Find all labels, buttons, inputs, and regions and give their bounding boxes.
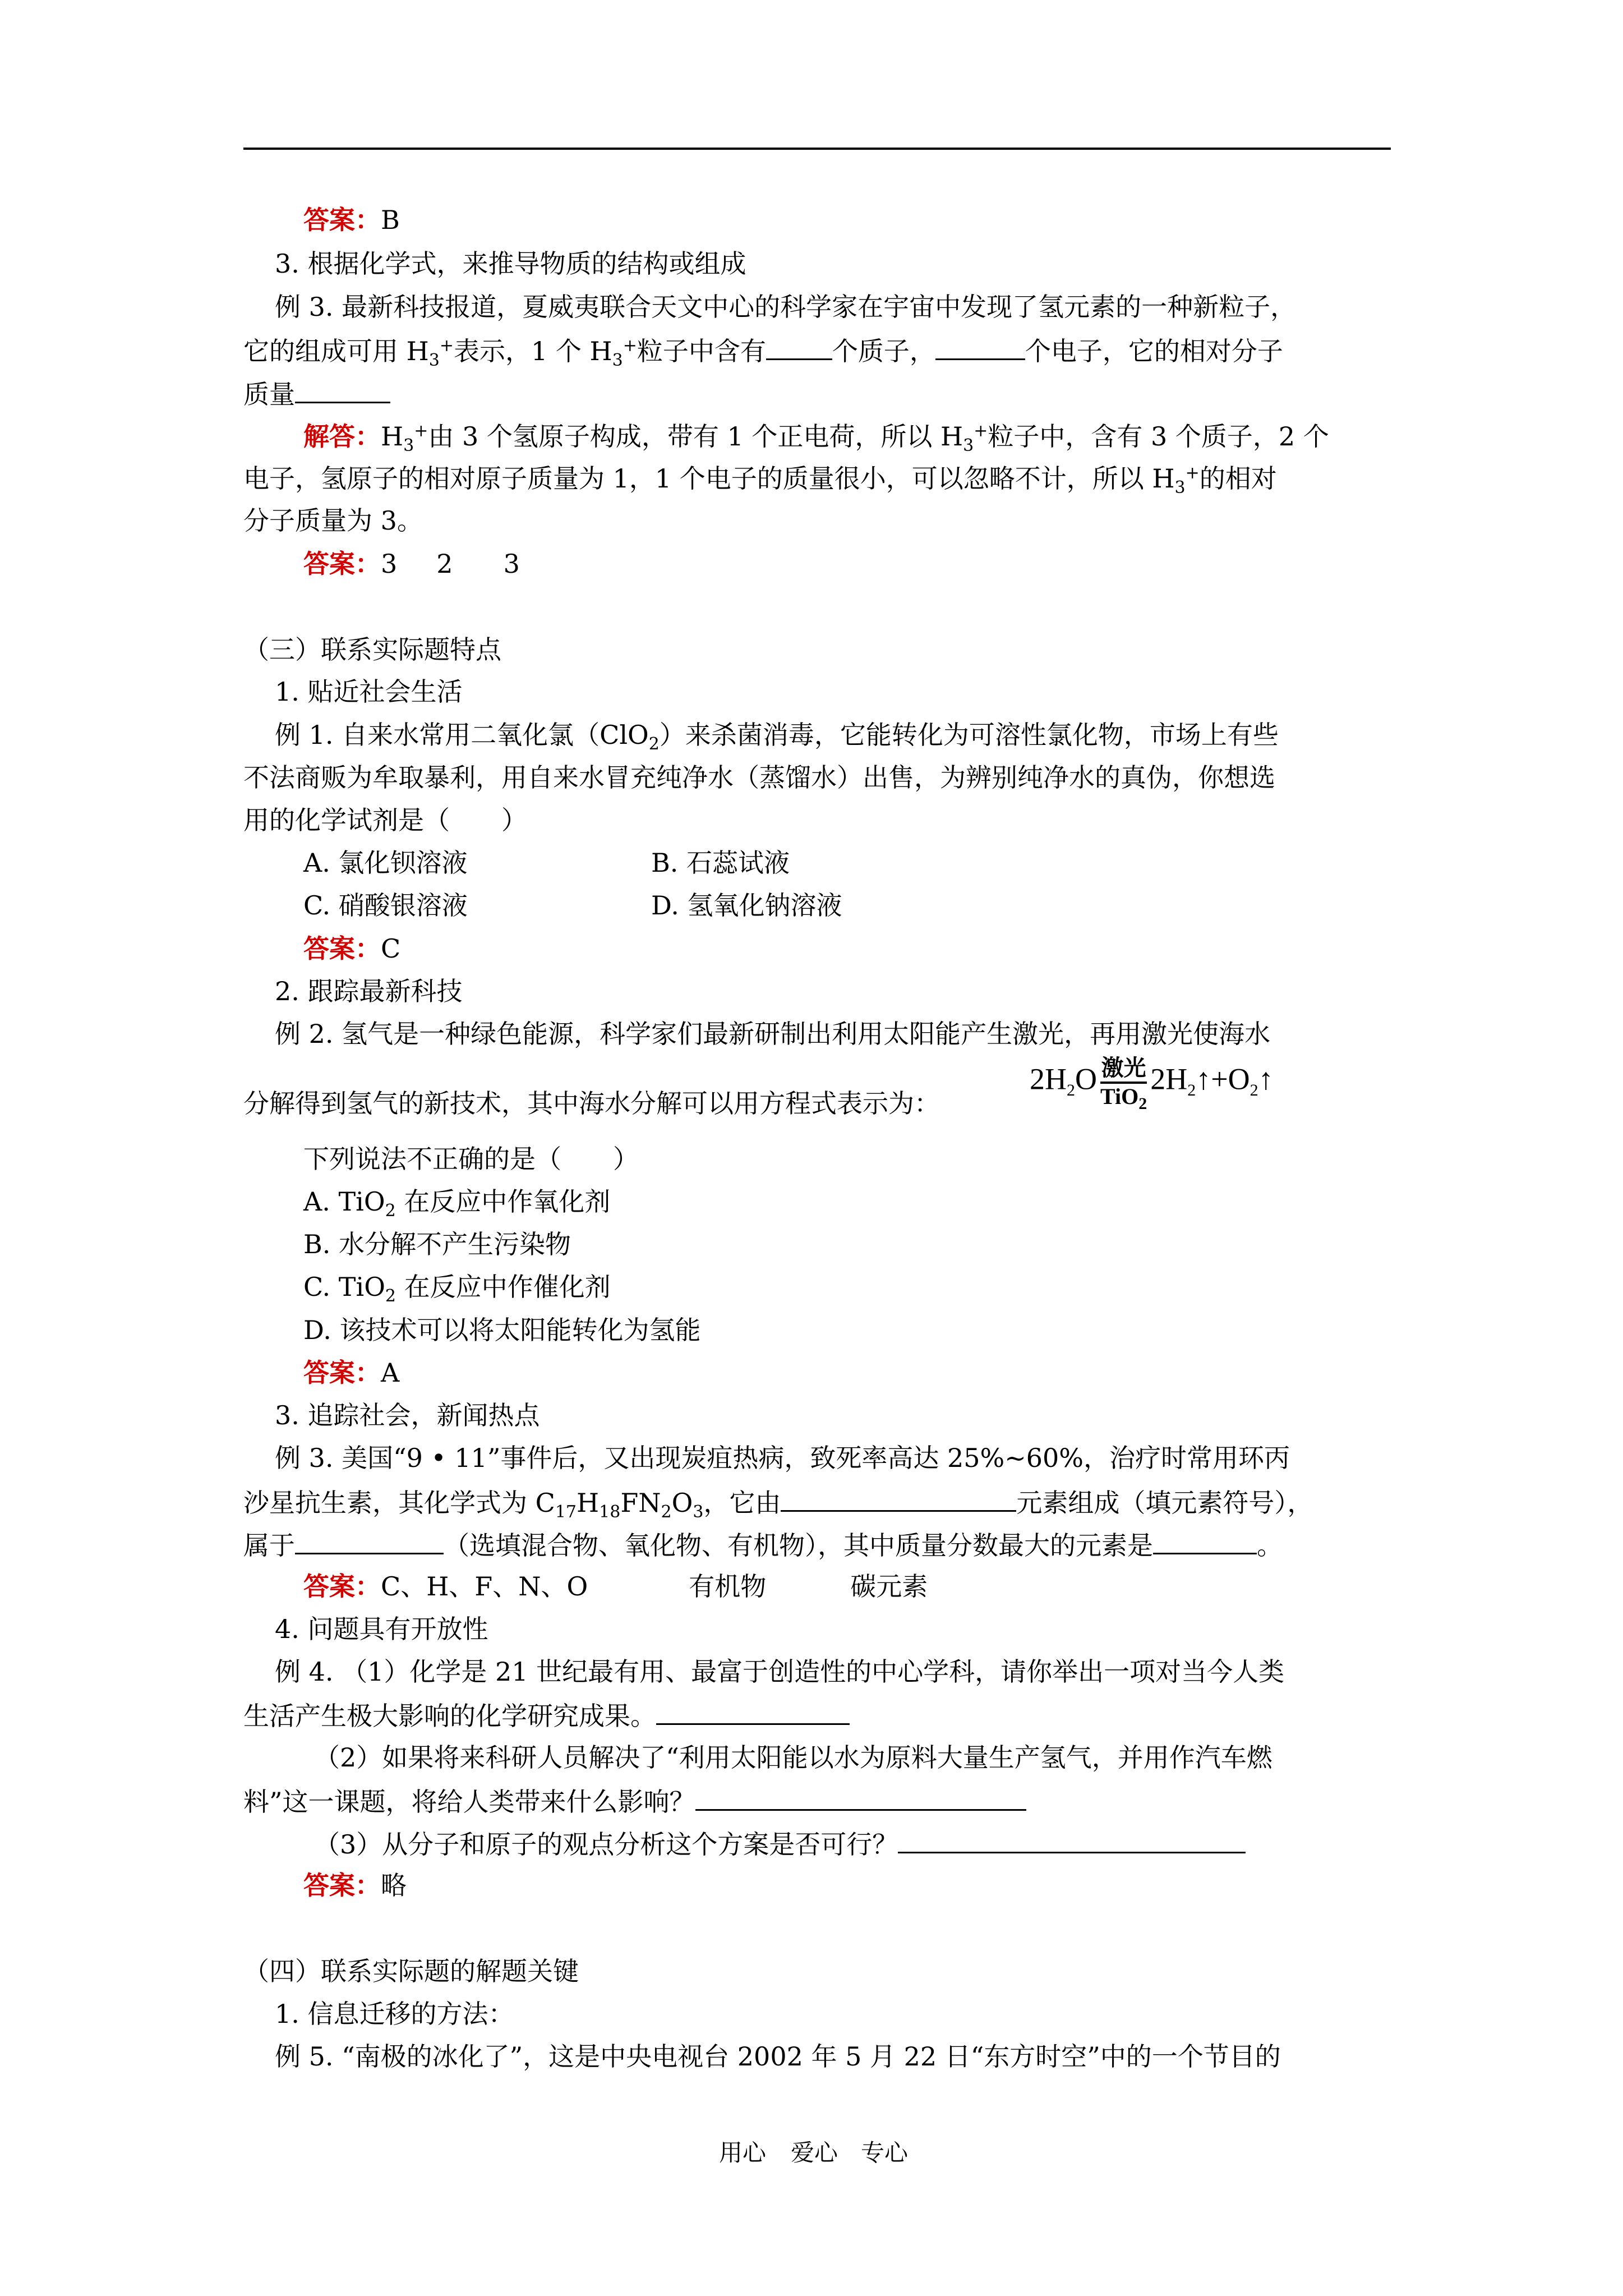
fill-blank[interactable] [656,1697,850,1725]
fill-blank[interactable] [295,376,390,403]
example-text: 例 1. 自来水常用二氧化氯（ClO$_2$）来杀菌消毒，它能转化为可溶性氯化物，市场上有些 [275,720,1279,754]
fill-blank[interactable] [766,333,832,360]
answer-line: 答案：3 2 3 [303,549,520,579]
section-heading: （四）联系实际题的解题关键 [243,1956,579,1986]
reaction-condition: $\frac{\text{激光}}{TiO_2}$ [1100,1055,1147,1113]
footer-text: 用心 [719,2139,767,2166]
up-arrow-icon: ↑ [1196,1062,1211,1096]
option-a[interactable]: A. 氯化钡溶液 [303,848,468,878]
example-text: （3）从分子和原子的观点分析这个方案是否可行？ [314,1826,1246,1861]
example-text: 例 3. 最新科技报道，夏威夷联合天文中心的科学家在宇宙中发现了氢元素的一种新粒子， [275,292,1297,322]
example-text: 例 5. “南极的冰化了”，这是中央电视台 2002 年 5 月 22 日“东方时空”中的一个节目的 [275,2041,1281,2072]
fill-blank[interactable] [695,1783,1026,1811]
answer-line: 答案：略 [303,1870,407,1901]
section-heading: （三）联系实际题特点 [243,634,501,665]
up-arrow-icon: ↑ [1258,1062,1274,1096]
fill-blank[interactable] [935,333,1025,360]
example-text: 用的化学试剂是（ ） [243,805,527,835]
answer-line: 答案：A [303,1358,400,1388]
fill-blank[interactable] [781,1484,1016,1512]
example-text: 属于 （选填混合物、氧化物、有机物），其中质量分数最大的元素是 。 [243,1527,1283,1562]
fill-blank[interactable] [295,1527,444,1554]
subheading: 4. 问题具有开放性 [275,1614,488,1644]
fill-blank[interactable] [1153,1527,1257,1554]
answer-line: 答案：C、H、F、N、O 有机物 碳元素 [303,1571,928,1602]
option-d[interactable]: D. 氢氧化钠溶液 [651,890,842,921]
footer-text: 爱心 [791,2139,838,2166]
example-text: 它的组成可用 $H_3^+$表示，1 个 $H_3^+$粒子中含有 个质子， 个电子，它的相对分子 [243,333,1283,368]
example-text: 生活产生极大影响的化学研究成果。 [243,1697,850,1733]
subheading: 1. 信息迁移的方法： [275,1999,514,2029]
answer-label: 答案： [303,205,381,235]
answer-line: 答案：C [303,933,401,964]
option-b[interactable]: B. 水分解不产生污染物 [303,1229,571,1259]
option-c[interactable]: C. TiO$_2$ 在反应中作催化剂 [303,1272,611,1306]
example-text: 例 3. 美国“9 • 11”事件后，又出现炭疽热病，致死率高达 25%~60%，治疗时常用环丙 [275,1443,1290,1473]
answer-value: B [381,205,400,235]
example-text: 不法商贩为牟取暴利，用自来水冒充纯净水（蒸馏水）出售，为辨别纯净水的真伪，你想选 [243,762,1275,793]
example-text: （2）如果将来科研人员解决了“利用太阳能以水为原料大量生产氢气，并用作汽车燃 [314,1742,1272,1773]
option-d[interactable]: D. 该技术可以将太阳能转化为氢能 [303,1315,701,1345]
example-text: 例 4. （1）化学是 21 世纪最有用、最富于创造性的中心学科，请你举出一项对当今人类 [275,1657,1285,1687]
option-b[interactable]: B. 石蕊试液 [651,848,790,878]
example-text: 料”这一课题，将给人类带来什么影响？ [243,1783,1026,1819]
option-a[interactable]: A. TiO$_2$ 在反应中作氧化剂 [303,1186,611,1221]
solution-text: 解答：$H_3^+$由 3 个氢原子构成，带有 1 个正电荷，所以 $H_3^+$粒子中，含有 3 个质子，2 个 [303,421,1329,456]
header-rule [243,148,1391,150]
option-c[interactable]: C. 硝酸银溶液 [303,890,468,921]
fill-blank[interactable] [898,1826,1246,1853]
solution-text: 分子质量为 3。 [243,505,423,536]
subheading: 3. 根据化学式，来推导物质的结构或组成 [275,249,746,279]
answer-line [303,203,400,237]
example-text: 分解得到氢气的新技术，其中海水分解可以用方程式表示为： [243,1088,940,1119]
example-text: 沙星抗生素，其化学式为 $C_{17}H_{18}FN_2O_3$，它由 元素组成（填元素符号）， [243,1484,1313,1520]
example-text: 例 2. 氢气是一种绿色能源，科学家们最新研制出利用太阳能产生激光，再用激光使海水 [275,1019,1271,1049]
footer-text: 专心 [861,2139,909,2166]
solution-text: 电子，氢原子的相对原子质量为 1，1 个电子的质量很小，可以忽略不计，所以 $H_3^+$的相对 [243,463,1277,498]
example-text: 质量 [243,376,390,411]
subheading: 2. 跟踪最新科技 [275,976,463,1006]
subheading: 1. 贴近社会生活 [275,677,463,707]
example-text: 下列说法不正确的是（ ） [303,1144,639,1174]
chemical-equation: $2H_2O$ $\frac{\text{激光}}{TiO_2}$ $2H_2↑+O_2↑$ [1030,1055,1274,1113]
subheading: 3. 追踪社会，新闻热点 [275,1400,540,1430]
